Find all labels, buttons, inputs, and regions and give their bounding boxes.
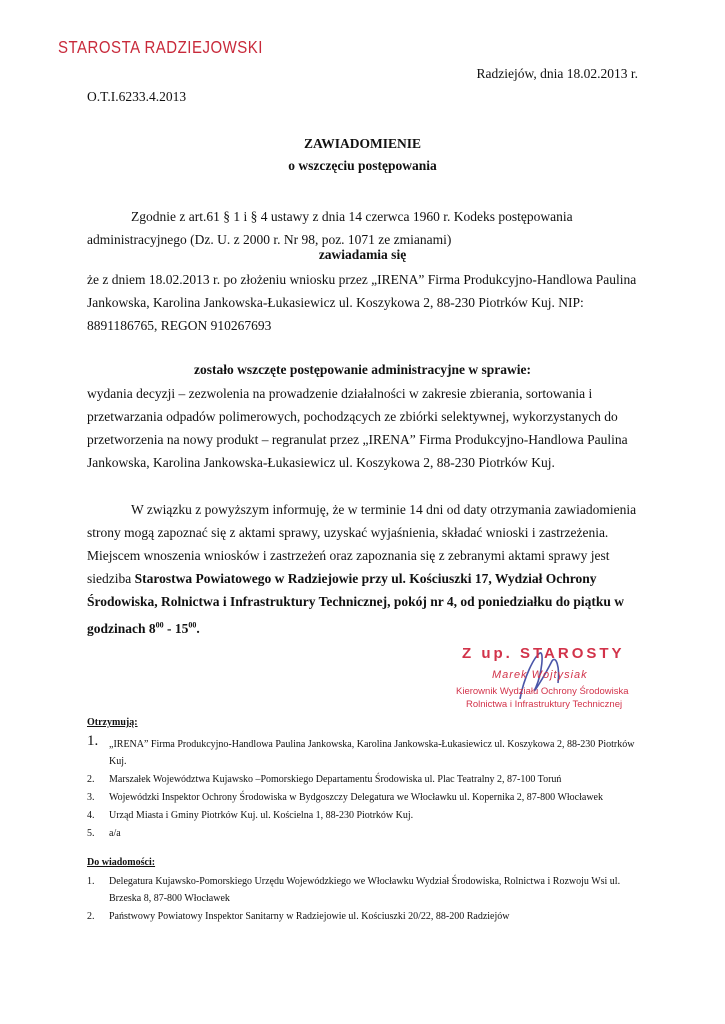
list-text: „IRENA” Firma Produkcyjno-Handlowa Paulina Jankowska, Karolina Jankowska-Łukasiewicz ul. Koszykowa 2, 88-230 Piotrków Kuj. <box>109 739 635 767</box>
location-text: Starostwa Powiatowego w Radziejowie przy ul. Kościuszki 17, Wydział Ochrony Środowiska, Rolnictwa i Infrastruktury Technicznej, pokój nr 4, od poniedziałku do piątku w godzinach 8 <box>87 571 624 636</box>
information-paragraph <box>87 498 647 640</box>
list-text: Urząd Miasta i Gminy Piotrków Kuj. ul. Kościelna 1, 88-230 Piotrków Kuj. <box>109 810 414 821</box>
list-item <box>87 873 647 907</box>
list-number: 5. <box>87 828 95 839</box>
applicant-text: że z dniem 18.02.2013 r. po złożeniu wniosku przez „IRENA” Firma Produkcyjno-Handlowa Paulina Jankowska, Karolina Jankowska-Łukasiewicz ul. Koszykowa 2, 88-230 Piotrków Kuj. NIP: 8891186765, REGON 910267693 <box>87 272 637 333</box>
list-number: 4. <box>87 810 95 821</box>
place-date: Radziejów, dnia 18.02.2013 r. <box>476 66 638 81</box>
list-item <box>87 733 647 770</box>
list-number: 1. <box>87 733 99 749</box>
signature-stamp <box>440 645 640 715</box>
list-item <box>87 825 647 842</box>
legal-basis-paragraph <box>87 205 647 251</box>
case-description-text: wydania decyzji – zezwolenia na prowadzenie działalności w zakresie zbierania, sortowania i przetwarzania odpadów polimerowych, pochodzących ze zbiórki selektywnej, wykorzystanych do przetworzenia na nowy produkt – regranulat przez „IRENA” Firma Produkcyjno-Handlowa Paulina Jankowska, Karolina Jankowska-Łukasiewicz ul. Koszykowa 2, 88-230 Piotrków Kuj. <box>87 386 628 470</box>
stamp-line-department: Rolnictwa i Infrastruktury Technicznej <box>466 699 623 710</box>
list-text: Delegatura Kujawsko-Pomorskiego Urzędu Wojewódzkiego we Włocławku Wydział Środowiska, Rolnictwa i Rozwoju Wsi ul. Brzeska 8, 87-800 Włocławek <box>109 876 621 904</box>
list-number: 1. <box>87 876 95 887</box>
stamp-line-name: Marek Wojtysiak <box>492 669 588 681</box>
document-title: ZAWIADOMIENIE <box>303 136 422 151</box>
hour-separator: - 15 <box>163 620 189 636</box>
document-subtitle: o wszczęciu postępowania <box>288 158 437 173</box>
notify-heading: zawiadamia się <box>318 247 407 262</box>
for-information-heading: Do wiadomości: <box>87 857 156 868</box>
stamp-line-authority: Z up. STAROSTY <box>462 645 625 662</box>
stamp-line-position: Kierownik Wydziału Ochrony Środowiska <box>456 686 629 697</box>
list-item <box>87 807 647 824</box>
recipients-list <box>87 733 647 843</box>
list-item <box>87 908 647 925</box>
list-item <box>87 789 647 806</box>
list-item <box>87 771 647 788</box>
list-number: 2. <box>87 911 95 922</box>
case-description-paragraph <box>87 382 647 474</box>
reference-number: O.T.I.6233.4.2013 <box>87 89 187 104</box>
office-stamp-header: STAROSTA RADZIEJOWSKI <box>58 38 263 58</box>
applicant-paragraph <box>87 268 647 337</box>
legal-basis-text: Zgodnie z art.61 § 1 i § 4 ustawy z dnia 14 czerwca 1960 r. Kodeks postępowania administracyjnego (Dz. U. z 2000 r. Nr 98, poz. 1071 ze zmianami) <box>87 209 573 247</box>
list-text: Państwowy Powiatowy Inspektor Sanitarny w Radziejowie ul. Kościuszki 20/22, 88-200 Radziejów <box>109 911 510 922</box>
information-location <box>87 571 624 636</box>
period: . <box>196 620 200 636</box>
for-information-list <box>87 873 647 926</box>
list-text: Wojewódzki Inspektor Ochrony Środowiska w Bydgoszczy Delegatura we Włocławku ul. Kopernika 2, 87-800 Włocławek <box>109 792 603 803</box>
initiated-heading: zostało wszczęte postępowanie administracyjne w sprawie: <box>193 362 532 377</box>
list-text: Marszałek Województwa Kujawsko –Pomorskiego Departamentu Środowiska ul. Plac Teatralny 2, 87-100 Toruń <box>109 774 562 785</box>
information-intro: W związku z powyższym informuję, że w terminie 14 dni od daty otrzymania zawiadomienia strony mogą zapoznać się z aktami sprawy, uzyskać wyjaśnienia, składać wnioski i zastrzeżenia. Miejscem wnoszenia wniosków i zastrzeżeń oraz zapoznania się z zebranymi aktami sprawy jest siedziba <box>87 502 637 586</box>
hour-start-sup: 00 <box>155 620 164 629</box>
information-text <box>87 498 647 640</box>
list-text: a/a <box>109 828 121 839</box>
list-number: 2. <box>87 774 95 785</box>
list-number: 3. <box>87 792 95 803</box>
recipients-heading: Otrzymują: <box>87 717 138 728</box>
hour-end-sup: 00 <box>188 620 197 629</box>
